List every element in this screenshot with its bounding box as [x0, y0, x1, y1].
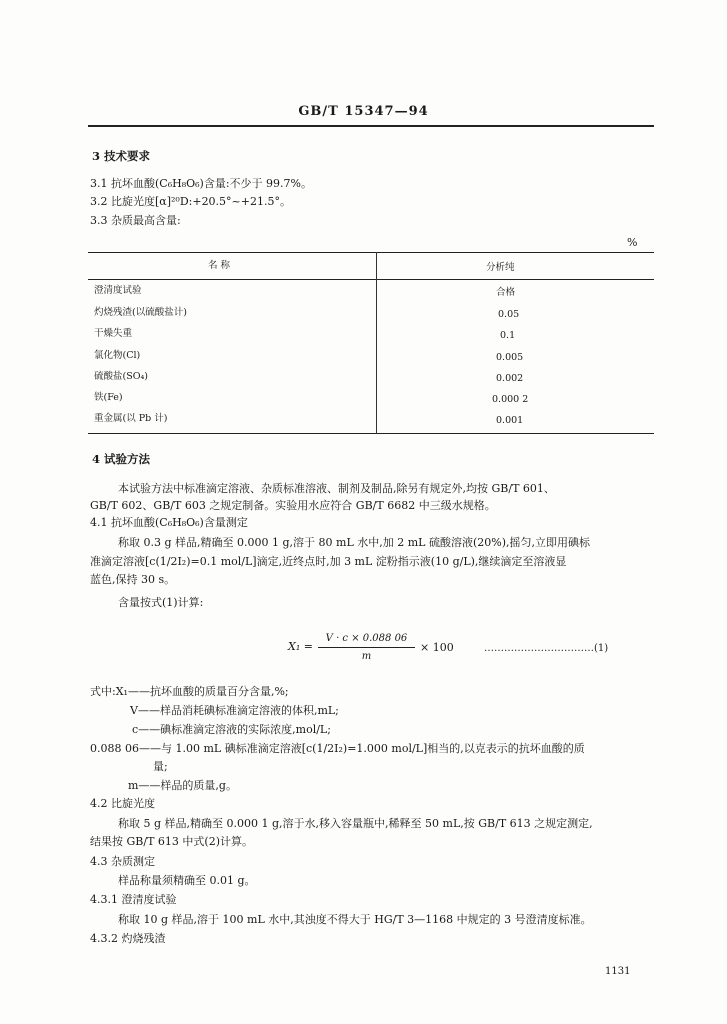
table-row-value: 0.001 [496, 415, 524, 426]
where-coefficient: 0.088 06——与 1.00 mL 碘标准滴定溶液[c(1/2I₂)=1.000 mol/L]相当的,以克表示的抗坏血酸的质 [90, 742, 585, 755]
section-4-3-para-1: 样品称量须精确至 0.01 g。 [118, 874, 256, 887]
unit-percent: % [627, 236, 638, 249]
section-4-1-title: 4.1 抗坏血酸(C₆H₈O₆)含量测定 [90, 516, 248, 529]
section-4-3-1-title: 4.3.1 澄清度试验 [90, 893, 177, 906]
where-m: m——样品的质量,g。 [128, 779, 237, 792]
table-row-value: 0.000 2 [492, 394, 529, 405]
table-row-name: 硫酸盐(SO₄) [94, 371, 149, 382]
table-bottom-rule [88, 433, 654, 434]
section-3-title: 3 技术要求 [92, 149, 151, 163]
table-header-grade: 分析纯 [486, 262, 515, 273]
item-3-2: 3.2 比旋光度[α]²⁰D:+20.5°~+21.5°。 [90, 195, 291, 208]
section-4-2-para-2: 结果按 GB/T 613 中式(2)计算。 [90, 835, 253, 848]
table-row-name: 干燥失重 [94, 328, 133, 339]
table-row-name: 重金属(以 Pb 计) [94, 413, 168, 424]
header-rule [88, 125, 654, 127]
where-x1: 式中:X₁——抗坏血酸的质量百分含量,%; [90, 685, 289, 698]
formula-numerator: V · c × 0.088 06 [325, 633, 408, 644]
table-row-name: 氯化物(Cl) [94, 350, 141, 361]
section-4-1-para-2: 准滴定溶液[c(1/2I₂)=0.1 mol/L]滴定,近终点时,加 3 mL 淀粉指示液(10 g/L),继续滴定至溶液显 [90, 555, 567, 568]
formula-fraction-bar [318, 647, 415, 648]
standard-number: GB/T 15347—94 [298, 104, 429, 119]
table-row-name: 铁(Fe) [94, 392, 123, 403]
where-c: c——碘标准滴定溶液的实际浓度,mol/L; [132, 723, 331, 736]
table-row-value: 0.1 [500, 330, 516, 341]
section-4-title: 4 试验方法 [92, 452, 151, 466]
table-header-name: 名 称 [208, 260, 231, 271]
section-4-1-para-1: 称取 0.3 g 样品,精确至 0.000 1 g,溶于 80 mL 水中,加 2 mL 硫酸溶液(20%),摇匀,立即用碘标 [118, 536, 591, 549]
table-row-value: 0.05 [498, 309, 520, 320]
section-4-3-1-para-1: 称取 10 g 样品,溶于 100 mL 水中,其浊度不得大于 HG/T 3—1168 中规定的 3 号澄清度标准。 [118, 913, 592, 926]
formula-number: ……………………………(1) [484, 643, 609, 654]
table-header-rule [88, 279, 654, 280]
item-3-3: 3.3 杂质最高含量: [90, 214, 181, 227]
impurity-table [88, 252, 654, 434]
section-4-1-para-4: 含量按式(1)计算: [118, 596, 204, 609]
section-4-3-2-title: 4.3.2 灼烧残渣 [90, 932, 166, 945]
formula-denominator: m [361, 651, 372, 662]
table-row-name: 灼烧残渣(以硫酸盐计) [94, 307, 187, 318]
formula-lhs: X₁ = [288, 640, 313, 653]
where-v: V——样品消耗碘标准滴定溶液的体积,mL; [130, 704, 339, 717]
section-4-2-title: 4.2 比旋光度 [90, 797, 155, 810]
intro-line-1: 本试验方法中标准滴定溶液、杂质标准溶液、制剂及制品,除另有规定外,均按 GB/T 601、 [118, 482, 555, 495]
table-row-value: 0.005 [496, 352, 524, 363]
where-coefficient-cont: 量; [153, 760, 168, 773]
section-4-3-title: 4.3 杂质测定 [90, 855, 155, 868]
table-row-name: 澄清度试验 [94, 285, 142, 296]
page-number: 1131 [605, 966, 631, 977]
section-4-2-para-1: 称取 5 g 样品,精确至 0.000 1 g,溶于水,移入容量瓶中,稀释至 50 mL,按 GB/T 613 之规定测定, [118, 817, 593, 830]
item-3-1: 3.1 抗坏血酸(C₆H₈O₆)含量:不少于 99.7%。 [90, 177, 312, 190]
table-column-divider [376, 252, 377, 434]
table-row-value: 0.002 [496, 373, 524, 384]
table-top-rule [88, 252, 654, 253]
section-4-1-para-3: 蓝色,保持 30 s。 [90, 573, 176, 586]
formula-rhs: × 100 [420, 641, 454, 654]
intro-line-2: GB/T 602、GB/T 603 之规定制备。实验用水应符合 GB/T 6682 中三级水规格。 [90, 499, 496, 512]
table-row-value: 合格 [496, 287, 516, 298]
